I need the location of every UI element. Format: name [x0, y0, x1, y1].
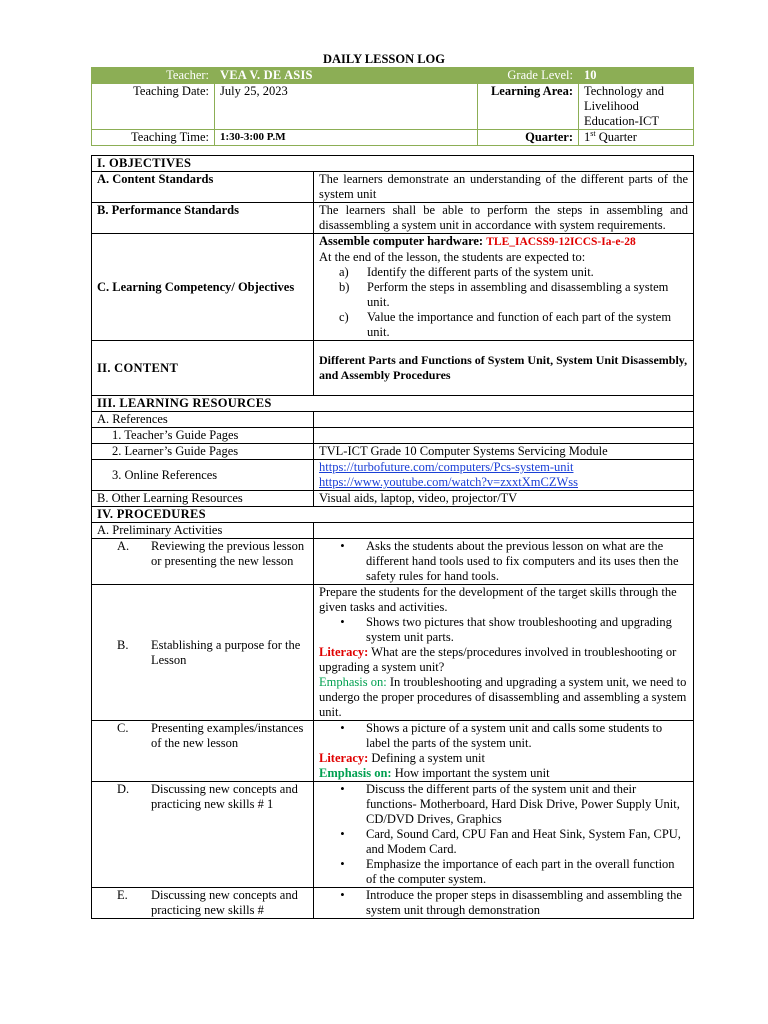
competency-title: Assemble computer hardware: — [319, 234, 484, 248]
preliminary-activities-value — [314, 523, 694, 539]
procedure-e-label: E. Discussing new concepts and practicing new skills # — [92, 888, 314, 919]
procedure-a-cell — [314, 539, 694, 585]
procedure-b-label: B. Establishing a purpose for the Lesson — [92, 585, 314, 721]
objective-list — [319, 265, 688, 340]
list-item: • Asks the students about the previous lesson on what are the different hand tools used to fix computers and its uses then the safety rules for hand tools. — [340, 539, 679, 583]
competency-code: TLE_IACSS9-12ICCS-Ia-e-28 — [486, 236, 636, 248]
emphasis-label: Emphasis on: — [319, 675, 387, 689]
list-item: • Introduce the proper steps in disassembling and assembling the system unit through demonstration — [340, 888, 682, 917]
list-item: • Discuss the different parts of the system unit and their functions- Motherboard, Hard Disk Drive, Power Supply Unit, CD/DVD Drives, Graphics — [340, 782, 680, 826]
content-heading: II. CONTENT — [92, 341, 314, 396]
online-references-cell — [314, 460, 694, 491]
list-item: c) Value the importance and function of each part of the system unit. — [339, 310, 672, 339]
references-value — [314, 412, 694, 428]
list-item: • Shows two pictures that show troubleshooting and upgrading system unit parts. — [340, 615, 672, 644]
content-standards-label: A. Content Standards — [92, 172, 314, 203]
teachers-guide-value — [314, 428, 694, 444]
procedure-d-cell — [314, 782, 694, 888]
learning-competency-cell — [314, 234, 694, 341]
learning-area-value: Technology and Livelihood Education-ICT — [579, 84, 694, 130]
procedure-b-cell: Prepare the students for the development of the target skills through the given tasks and activities. • Shows two pictures that show troubleshooting and upgrading system unit parts. Literacy: What are the steps/procedures involved in troubleshooting or upgrading a system unit? Emphasis on: In troubleshooting and upgrading a system unit, we need to undergo the proper procedures of disassembling and assembling a system unit. — [314, 585, 694, 721]
performance-standards-label: B. Performance Standards — [92, 203, 314, 234]
grade-level-value: 10 — [579, 68, 694, 84]
learning-area-label: Learning Area: — [478, 84, 579, 130]
procedure-d-label: D. Discussing new concepts and practicing new skills # 1 — [92, 782, 314, 888]
objectives-heading: I. OBJECTIVES — [92, 156, 694, 172]
procedure-e-cell — [314, 888, 694, 919]
learning-resources-heading: III. LEARNING RESOURCES — [92, 396, 694, 412]
procedure-c-cell: • Shows a picture of a system unit and calls some students to label the parts of the system unit. Literacy: Defining a system unit Emphasis on: How important the system unit — [314, 721, 694, 782]
teaching-time-value: 1:30-3:00 P.M — [215, 130, 478, 146]
teaching-date-value: July 25, 2023 — [215, 84, 478, 130]
learners-guide-label: 2. Learner’s Guide Pages — [92, 444, 314, 460]
other-resources-label: B. Other Learning Resources — [92, 491, 314, 507]
teaching-time-label: Teaching Time: — [92, 130, 215, 146]
list-item: b) Perform the steps in assembling and disassembling a system unit. — [339, 280, 669, 309]
teacher-name: VEA V. DE ASIS — [215, 68, 478, 84]
grade-level-label: Grade Level: — [478, 68, 579, 84]
content-text: Different Parts and Functions of System Unit, System Unit Disassembly, and Assembly Procedures — [314, 341, 694, 396]
teaching-date-label: Teaching Date: — [92, 84, 215, 130]
online-reference-link[interactable]: https://www.youtube.com/watch?v=zxxtXmCZWss — [319, 475, 578, 489]
procedure-b-intro: Prepare the students for the development of the target skills through the given tasks and activities. — [319, 585, 677, 614]
lesson-table — [91, 155, 694, 919]
other-resources-value: Visual aids, laptop, video, projector/TV — [314, 491, 694, 507]
content-standards-text: The learners demonstrate an understanding of the different parts of the system unit — [314, 172, 694, 203]
procedures-heading: IV. PROCEDURES — [92, 507, 694, 523]
teacher-label: Teacher: — [92, 68, 215, 84]
online-references-label: 3. Online References — [92, 460, 314, 491]
competency-intro: At the end of the lesson, the students are expected to: — [319, 250, 586, 264]
learning-competency-label: C. Learning Competency/ Objectives — [92, 234, 314, 341]
references-label: A. References — [92, 412, 314, 428]
procedure-c-label: C. Presenting examples/instances of the new lesson — [92, 721, 314, 782]
online-reference-link[interactable]: https://turbofuture.com/computers/Pcs-system-unit — [319, 460, 574, 474]
learners-guide-value: TVL-ICT Grade 10 Computer Systems Servicing Module — [314, 444, 694, 460]
quarter-label: Quarter: — [478, 130, 579, 146]
list-item: a) Identify the different parts of the system unit. — [339, 265, 594, 279]
quarter-value: 1st Quarter — [579, 130, 694, 146]
preliminary-activities-label: A. Preliminary Activities — [92, 523, 314, 539]
list-item: • Emphasize the importance of each part in the overall function of the computer system. — [340, 857, 675, 886]
list-item: • Card, Sound Card, CPU Fan and Heat Sink, System Fan, CPU, and Modem Card. — [340, 827, 681, 856]
teachers-guide-label: 1. Teacher’s Guide Pages — [92, 428, 314, 444]
literacy-label: Literacy: — [319, 751, 369, 765]
performance-standards-text: The learners shall be able to perform the steps in assembling and disassembling a system unit in accordance with system requirements. — [314, 203, 694, 234]
list-item: • Shows a picture of a system unit and calls some students to label the parts of the system unit. — [340, 721, 663, 750]
page-title: DAILY LESSON LOG — [322, 52, 446, 66]
header-table — [91, 67, 694, 146]
literacy-label: Literacy: — [319, 645, 369, 659]
emphasis-label: Emphasis on: — [319, 766, 392, 780]
procedure-a-label: A. Reviewing the previous lesson or presenting the new lesson — [92, 539, 314, 585]
